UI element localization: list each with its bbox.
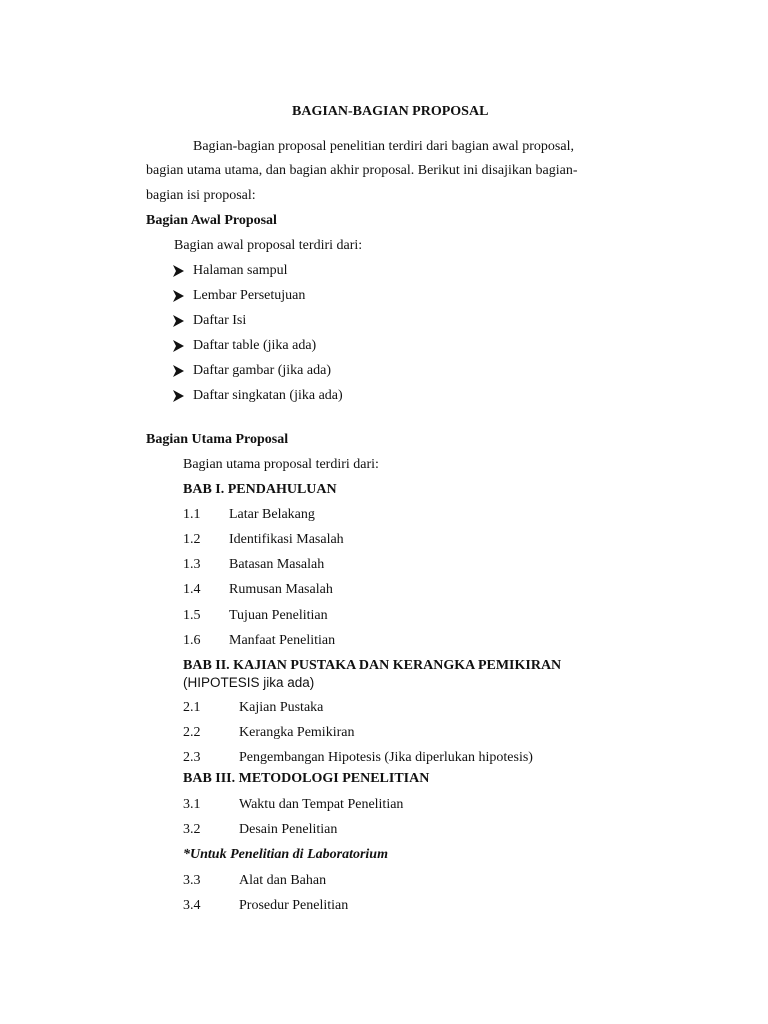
item-number: 2.3 — [183, 750, 201, 765]
item-number: 3.4 — [183, 898, 201, 913]
item-number: 1.5 — [183, 608, 201, 623]
chapter-subtitle-bab-2: (HIPOTESIS jika ada) — [183, 675, 315, 690]
item-number: 3.3 — [183, 873, 201, 888]
intro-line-1: Bagian-bagian proposal penelitian terdiri dari bagian awal proposal, — [193, 139, 574, 154]
arrowhead-bullet-icon — [173, 365, 184, 377]
item-text: Batasan Masalah — [229, 557, 325, 572]
item-text: Identifikasi Masalah — [229, 532, 344, 547]
item-number: 2.1 — [183, 700, 201, 715]
section-heading-utama: Bagian Utama Proposal — [146, 432, 289, 447]
item-text: Manfaat Penelitian — [229, 633, 336, 648]
arrowhead-bullet-icon — [173, 340, 184, 352]
lab-note: *Untuk Penelitian di Laboratorium — [183, 847, 388, 862]
list-item-text: Daftar Isi — [193, 313, 247, 328]
list-item-text: Lembar Persetujuan — [193, 288, 306, 303]
chapter-title-bab-1: BAB I. PENDAHULUAN — [183, 482, 337, 497]
list-item-text: Daftar singkatan (jika ada) — [193, 388, 343, 403]
item-text: Rumusan Masalah — [229, 582, 333, 597]
arrowhead-bullet-icon — [173, 265, 184, 277]
list-item-text: Daftar gambar (jika ada) — [193, 363, 331, 378]
list-item-text: Daftar table (jika ada) — [193, 338, 317, 353]
item-number: 3.2 — [183, 822, 201, 837]
arrowhead-bullet-icon — [173, 290, 184, 302]
section-lead-awal: Bagian awal proposal terdiri dari: — [174, 238, 363, 253]
item-text: Alat dan Bahan — [239, 873, 327, 888]
arrowhead-bullet-icon — [173, 315, 184, 327]
item-text: Kerangka Pemikiran — [239, 725, 355, 740]
chapter-title-bab-3: BAB III. METODOLOGI PENELITIAN — [183, 771, 430, 786]
item-number: 1.2 — [183, 532, 201, 547]
list-item-text: Halaman sampul — [193, 263, 288, 278]
arrowhead-bullet-icon — [173, 390, 184, 402]
item-number: 1.3 — [183, 557, 201, 572]
item-text: Desain Penelitian — [239, 822, 338, 837]
item-number: 1.4 — [183, 582, 201, 597]
item-text: Latar Belakang — [229, 507, 315, 522]
section-lead-utama: Bagian utama proposal terdiri dari: — [183, 457, 379, 472]
intro-line-2: bagian utama utama, dan bagian akhir proposal. Berikut ini disajikan bagian- — [146, 163, 578, 178]
item-number: 1.1 — [183, 507, 201, 522]
item-text: Kajian Pustaka — [239, 700, 324, 715]
chapter-title-bab-2: BAB II. KAJIAN PUSTAKA DAN KERANGKA PEMIKIRAN — [183, 658, 562, 673]
item-text: Tujuan Penelitian — [229, 608, 328, 623]
item-text: Prosedur Penelitian — [239, 898, 349, 913]
item-number: 2.2 — [183, 725, 201, 740]
page-title: BAGIAN-BAGIAN PROPOSAL — [292, 104, 489, 119]
item-text: Pengembangan Hipotesis (Jika diperlukan hipotesis) — [239, 750, 533, 765]
item-number: 3.1 — [183, 797, 201, 812]
section-heading-awal: Bagian Awal Proposal — [146, 213, 277, 228]
intro-line-3: bagian isi proposal: — [146, 188, 256, 203]
item-text: Waktu dan Tempat Penelitian — [239, 797, 404, 812]
item-number: 1.6 — [183, 633, 201, 648]
